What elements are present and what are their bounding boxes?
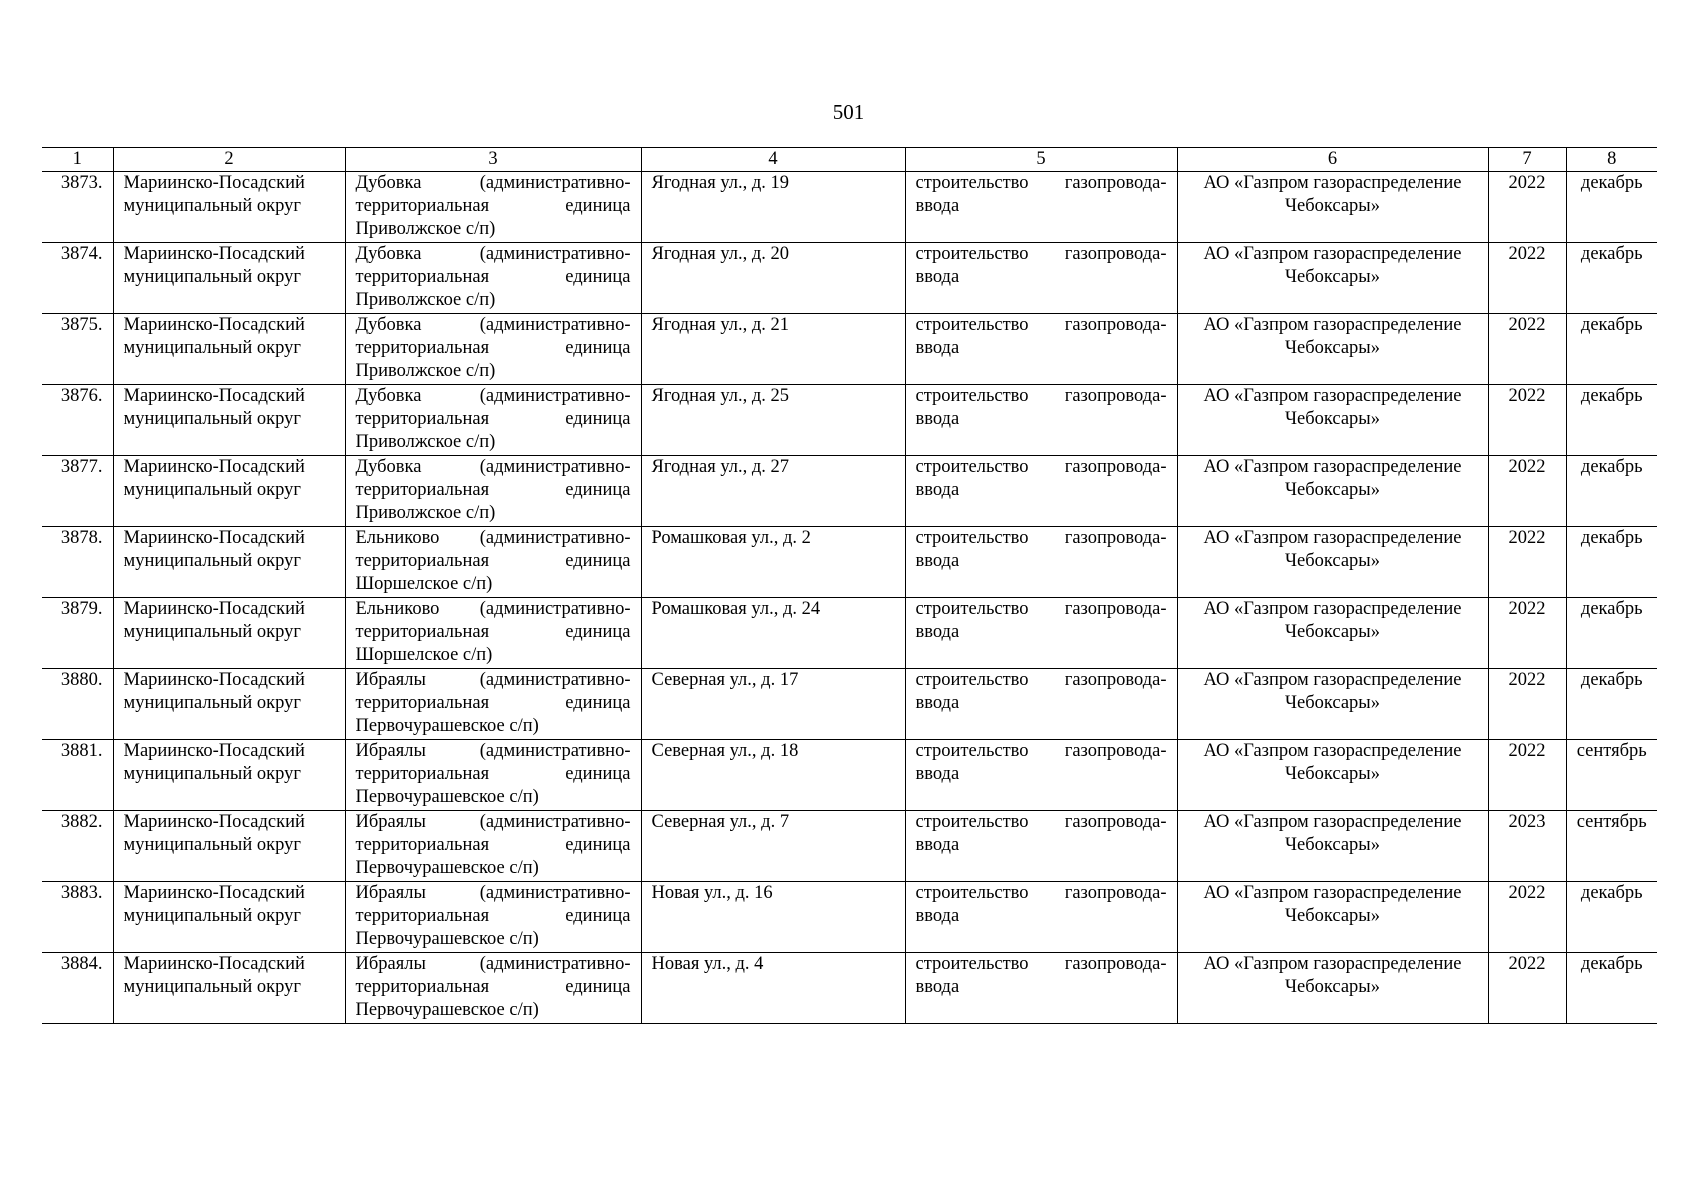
organization-cell: АО «Газпром газораспределение Чебоксары»	[1177, 527, 1488, 598]
work-type-cell: строительство газопровода-ввода	[905, 172, 1177, 243]
row-number: 3881.	[42, 740, 113, 811]
organization-cell: АО «Газпром газораспределение Чебоксары»	[1177, 669, 1488, 740]
address-cell: Северная ул., д. 18	[641, 740, 905, 811]
district-cell: Мариинско-Посадский муниципальный округ	[113, 953, 345, 1024]
month-cell: декабрь	[1566, 882, 1657, 953]
column-header: 1	[42, 148, 113, 172]
organization-cell: АО «Газпром газораспределение Чебоксары»	[1177, 740, 1488, 811]
row-number: 3883.	[42, 882, 113, 953]
table-row	[42, 243, 1657, 314]
row-number: 3884.	[42, 953, 113, 1024]
table-row	[42, 598, 1657, 669]
month-cell: декабрь	[1566, 456, 1657, 527]
month-cell: декабрь	[1566, 243, 1657, 314]
settlement-cell: Дубовка (административно-территориальная единица Приволжское с/п)	[345, 172, 641, 243]
district-cell: Мариинско-Посадский муниципальный округ	[113, 811, 345, 882]
work-type-cell: строительство газопровода-ввода	[905, 669, 1177, 740]
month-cell: декабрь	[1566, 669, 1657, 740]
settlement-cell: Дубовка (административно-территориальная единица Приволжское с/п)	[345, 314, 641, 385]
year-cell: 2022	[1488, 172, 1566, 243]
table-row	[42, 882, 1657, 953]
year-cell: 2022	[1488, 456, 1566, 527]
table-row	[42, 811, 1657, 882]
work-type-cell: строительство газопровода-ввода	[905, 811, 1177, 882]
settlement-cell: Ельниково (административно-территориальная единица Шоршелское с/п)	[345, 598, 641, 669]
row-number: 3882.	[42, 811, 113, 882]
district-cell: Мариинско-Посадский муниципальный округ	[113, 172, 345, 243]
month-cell: декабрь	[1566, 527, 1657, 598]
year-cell: 2022	[1488, 740, 1566, 811]
gasification-table	[42, 147, 1657, 1024]
organization-cell: АО «Газпром газораспределение Чебоксары»	[1177, 456, 1488, 527]
organization-cell: АО «Газпром газораспределение Чебоксары»	[1177, 598, 1488, 669]
table-row	[42, 385, 1657, 456]
year-cell: 2022	[1488, 882, 1566, 953]
work-type-cell: строительство газопровода-ввода	[905, 527, 1177, 598]
address-cell: Северная ул., д. 17	[641, 669, 905, 740]
header-row	[42, 148, 1657, 172]
district-cell: Мариинско-Посадский муниципальный округ	[113, 243, 345, 314]
month-cell: декабрь	[1566, 598, 1657, 669]
district-cell: Мариинско-Посадский муниципальный округ	[113, 314, 345, 385]
table-row	[42, 314, 1657, 385]
row-number: 3873.	[42, 172, 113, 243]
month-cell: декабрь	[1566, 314, 1657, 385]
year-cell: 2022	[1488, 385, 1566, 456]
district-cell: Мариинско-Посадский муниципальный округ	[113, 740, 345, 811]
organization-cell: АО «Газпром газораспределение Чебоксары»	[1177, 243, 1488, 314]
organization-cell: АО «Газпром газораспределение Чебоксары»	[1177, 811, 1488, 882]
column-header: 2	[113, 148, 345, 172]
row-number: 3879.	[42, 598, 113, 669]
address-cell: Северная ул., д. 7	[641, 811, 905, 882]
year-cell: 2022	[1488, 314, 1566, 385]
row-number: 3876.	[42, 385, 113, 456]
row-number: 3877.	[42, 456, 113, 527]
district-cell: Мариинско-Посадский муниципальный округ	[113, 598, 345, 669]
organization-cell: АО «Газпром газораспределение Чебоксары»	[1177, 882, 1488, 953]
address-cell: Новая ул., д. 4	[641, 953, 905, 1024]
year-cell: 2022	[1488, 669, 1566, 740]
work-type-cell: строительство газопровода-ввода	[905, 740, 1177, 811]
work-type-cell: строительство газопровода-ввода	[905, 314, 1177, 385]
work-type-cell: строительство газопровода-ввода	[905, 385, 1177, 456]
column-header: 4	[641, 148, 905, 172]
month-cell: декабрь	[1566, 385, 1657, 456]
row-number: 3875.	[42, 314, 113, 385]
month-cell: декабрь	[1566, 172, 1657, 243]
year-cell: 2022	[1488, 243, 1566, 314]
organization-cell: АО «Газпром газораспределение Чебоксары»	[1177, 172, 1488, 243]
work-type-cell: строительство газопровода-ввода	[905, 456, 1177, 527]
work-type-cell: строительство газопровода-ввода	[905, 882, 1177, 953]
work-type-cell: строительство газопровода-ввода	[905, 243, 1177, 314]
table-row	[42, 527, 1657, 598]
settlement-cell: Ибраялы (административно-территориальная единица Первочурашевское с/п)	[345, 953, 641, 1024]
table-row	[42, 669, 1657, 740]
settlement-cell: Ибраялы (административно-территориальная единица Первочурашевское с/п)	[345, 882, 641, 953]
row-number: 3880.	[42, 669, 113, 740]
work-type-cell: строительство газопровода-ввода	[905, 953, 1177, 1024]
address-cell: Ягодная ул., д. 21	[641, 314, 905, 385]
district-cell: Мариинско-Посадский муниципальный округ	[113, 527, 345, 598]
work-type-cell: строительство газопровода-ввода	[905, 598, 1177, 669]
organization-cell: АО «Газпром газораспределение Чебоксары»	[1177, 953, 1488, 1024]
column-header: 3	[345, 148, 641, 172]
address-cell: Новая ул., д. 16	[641, 882, 905, 953]
address-cell: Ягодная ул., д. 19	[641, 172, 905, 243]
district-cell: Мариинско-Посадский муниципальный округ	[113, 385, 345, 456]
table-row	[42, 740, 1657, 811]
page-number: 501	[832, 100, 865, 124]
district-cell: Мариинско-Посадский муниципальный округ	[113, 456, 345, 527]
year-cell: 2022	[1488, 953, 1566, 1024]
table-row	[42, 172, 1657, 243]
month-cell: декабрь	[1566, 953, 1657, 1024]
address-cell: Ромашковая ул., д. 24	[641, 598, 905, 669]
year-cell: 2022	[1488, 598, 1566, 669]
row-number: 3878.	[42, 527, 113, 598]
settlement-cell: Ибраялы (административно-территориальная единица Первочурашевское с/п)	[345, 669, 641, 740]
table-row	[42, 456, 1657, 527]
address-cell: Ромашковая ул., д. 2	[641, 527, 905, 598]
table-row	[42, 953, 1657, 1024]
district-cell: Мариинско-Посадский муниципальный округ	[113, 669, 345, 740]
organization-cell: АО «Газпром газораспределение Чебоксары»	[1177, 385, 1488, 456]
settlement-cell: Ибраялы (административно-территориальная единица Первочурашевское с/п)	[345, 811, 641, 882]
district-cell: Мариинско-Посадский муниципальный округ	[113, 882, 345, 953]
settlement-cell: Дубовка (административно-территориальная единица Приволжское с/п)	[345, 456, 641, 527]
settlement-cell: Дубовка (административно-территориальная единица Приволжское с/п)	[345, 243, 641, 314]
settlement-cell: Ибраялы (административно-территориальная единица Первочурашевское с/п)	[345, 740, 641, 811]
address-cell: Ягодная ул., д. 27	[641, 456, 905, 527]
column-header: 8	[1566, 148, 1657, 172]
address-cell: Ягодная ул., д. 25	[641, 385, 905, 456]
column-header: 5	[905, 148, 1177, 172]
organization-cell: АО «Газпром газораспределение Чебоксары»	[1177, 314, 1488, 385]
settlement-cell: Дубовка (административно-территориальная единица Приволжское с/п)	[345, 385, 641, 456]
month-cell: сентябрь	[1566, 740, 1657, 811]
address-cell: Ягодная ул., д. 20	[641, 243, 905, 314]
row-number: 3874.	[42, 243, 113, 314]
column-header: 7	[1488, 148, 1566, 172]
month-cell: сентябрь	[1566, 811, 1657, 882]
settlement-cell: Ельниково (административно-территориальная единица Шоршелское с/п)	[345, 527, 641, 598]
year-cell: 2023	[1488, 811, 1566, 882]
column-header: 6	[1177, 148, 1488, 172]
year-cell: 2022	[1488, 527, 1566, 598]
